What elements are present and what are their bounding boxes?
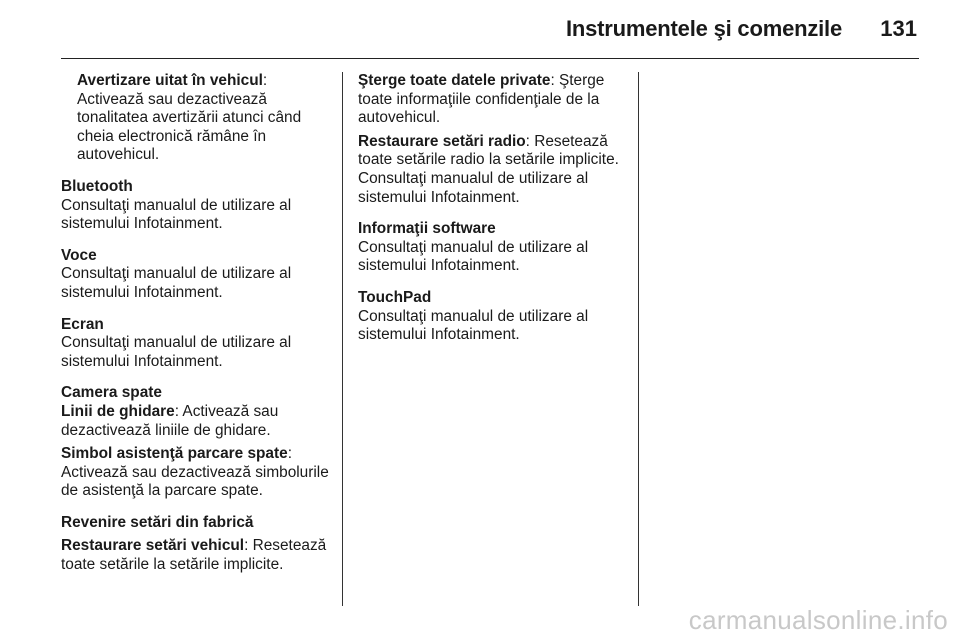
voice-entry <box>61 247 339 303</box>
touchpad-entry <box>358 289 628 345</box>
header-rule <box>61 58 919 59</box>
rear-camera-heading-entry <box>61 384 339 440</box>
screen-entry <box>61 316 339 372</box>
middle-column <box>358 72 628 358</box>
bluetooth-text: Consultaţi manualul de utilizare al sistemului Infotainment. <box>61 196 292 233</box>
column-divider-1 <box>342 72 343 606</box>
forgotten-warning-text: Activează sau dezactivează tonalitatea avertizării atunci când cheia electronică rămâne în autovehicul. <box>77 90 302 164</box>
delete-private-entry <box>358 72 628 128</box>
page-number: 131 <box>880 16 917 41</box>
radio-reset-entry <box>358 133 628 207</box>
software-entry <box>358 220 628 276</box>
bluetooth-heading: Bluetooth <box>61 177 133 195</box>
software-text: Consultaţi manualul de utilizare al sistemului Infotainment. <box>358 238 589 275</box>
delete-private-text: : Şterge toate informaţiile confidenţiale de la autovehicul. <box>358 72 605 127</box>
factory-reset-heading: Revenire setări din fabrică <box>61 513 254 531</box>
parking-assist-text: Activează sau dezactivează simbolurile de asistenţă la parcare spate. <box>61 463 329 500</box>
forgotten-warning-entry <box>61 72 339 165</box>
vehicle-reset-entry <box>61 537 339 574</box>
parking-assist-entry <box>61 445 339 501</box>
software-heading: Informaţii software <box>358 220 496 238</box>
screen-heading: Ecran <box>61 315 104 333</box>
forgotten-warning-sep: : <box>262 72 268 89</box>
forgotten-warning-term: Avertizare uitat în vehicul <box>77 72 263 89</box>
delete-private-term: Şterge toate datele private <box>358 72 551 89</box>
guidelines-entry <box>61 403 339 440</box>
column-divider-2 <box>638 72 639 606</box>
guidelines-text: : Activează sau dezactivează liniile de ghidare. <box>61 402 279 439</box>
radio-reset-text: : Resetează toate setările radio la setările implicite. Consultaţi manualul de utilizare al sistemului Infotainment. <box>358 132 619 206</box>
screen-text: Consultaţi manualul de utilizare al sistemului Infotainment. <box>61 334 292 370</box>
vehicle-reset-term: Restaurare setări vehicul <box>61 537 245 555</box>
left-column <box>61 72 339 588</box>
radio-reset-term: Restaurare setări radio <box>358 132 526 150</box>
rear-camera-heading: Camera spate <box>61 384 162 402</box>
factory-reset-entry <box>61 514 339 575</box>
bluetooth-entry <box>61 178 339 234</box>
page-title: Instrumentele şi comenzile <box>566 16 842 41</box>
touchpad-text: Consultaţi manualul de utilizare al sistemului Infotainment. <box>358 307 589 344</box>
page-header <box>0 0 960 62</box>
voice-heading: Voce <box>61 246 97 264</box>
vehicle-reset-text: : Resetează toate setările la setările implicite. <box>61 537 327 574</box>
guidelines-term: Linii de ghidare <box>61 402 175 420</box>
watermark: carmanualsonline.info <box>688 605 948 635</box>
parking-assist-term: Simbol asistenţă parcare spate <box>61 445 288 463</box>
parking-assist-sep: : <box>287 445 292 463</box>
touchpad-heading: TouchPad <box>358 288 432 306</box>
voice-text: Consultaţi manualul de utilizare al sistemului Infotainment. <box>61 265 292 301</box>
